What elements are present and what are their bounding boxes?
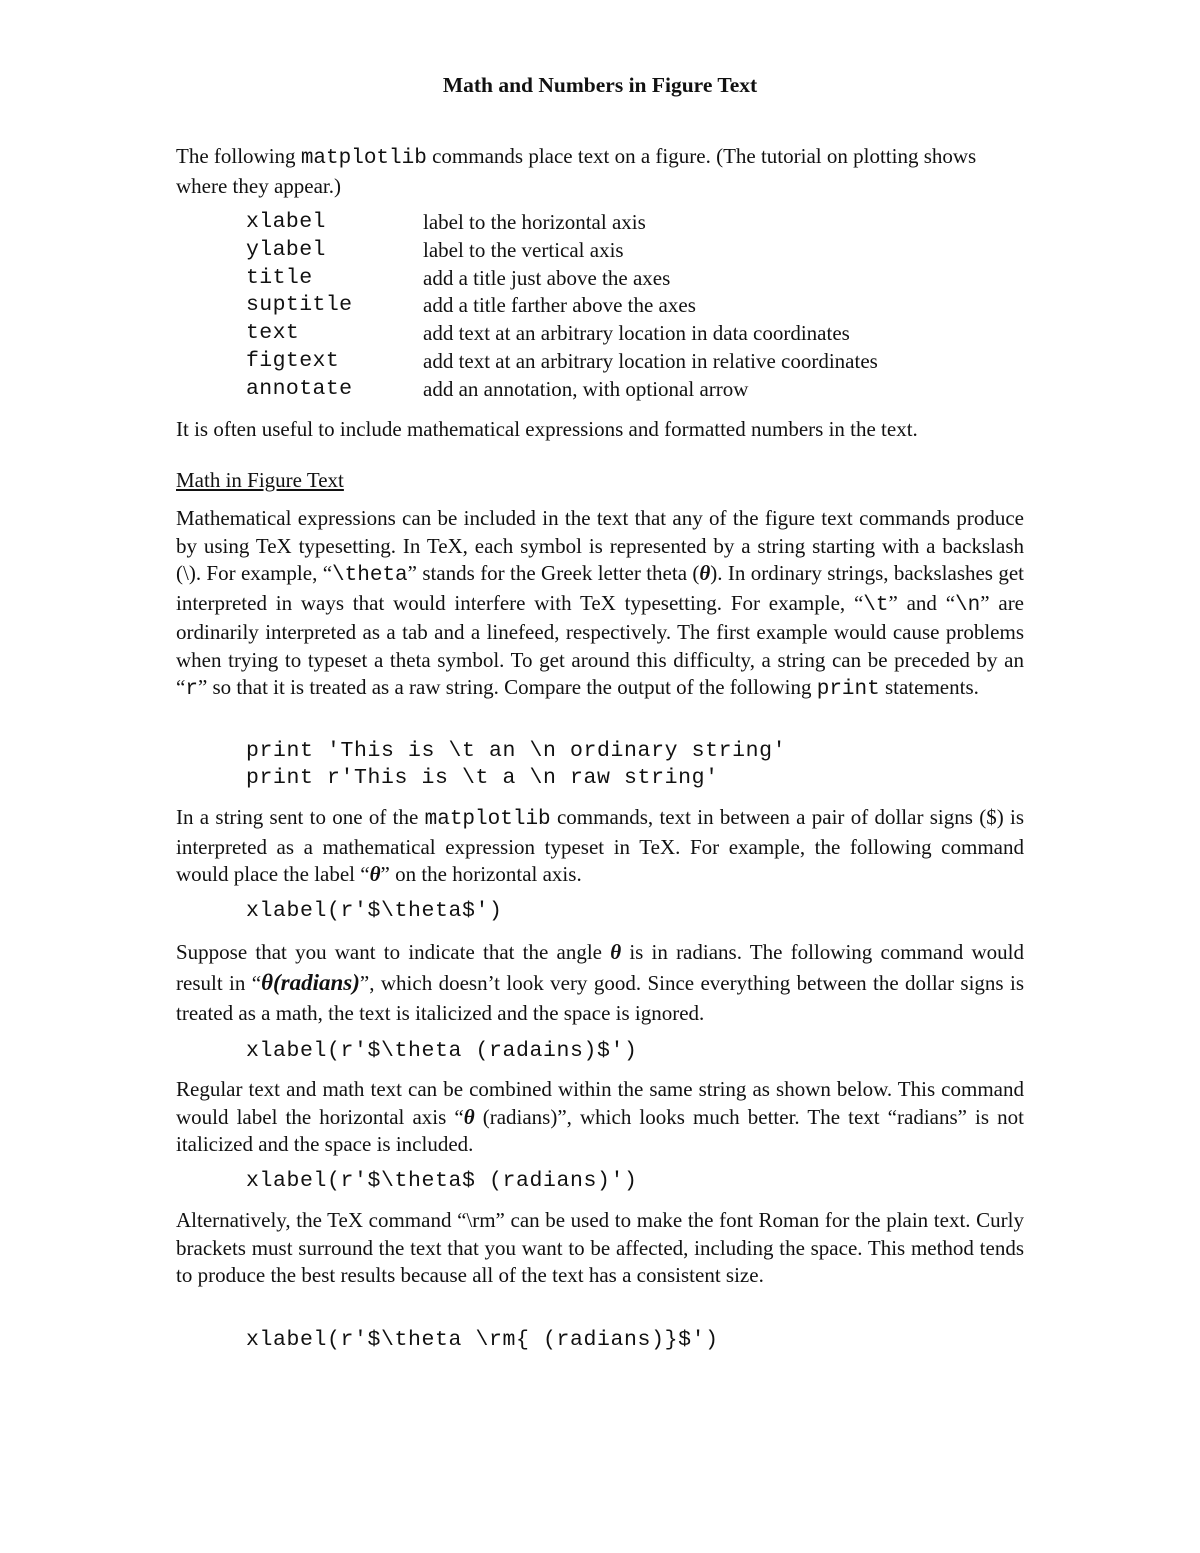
matplotlib-code: matplotlib xyxy=(424,808,551,831)
useful-paragraph: It is often useful to include mathematical expressions and formatted numbers in the text. xyxy=(176,417,918,441)
command-name: suptitle xyxy=(246,293,353,318)
p3-text: Suppose that you want to indicate that the angle xyxy=(176,940,611,964)
p2-text: commands, text in between a pair of dollar signs ($) is interpreted as a mathematical expression typeset in TeX. For example, the following command would place the label “ xyxy=(176,805,1025,886)
raw-prefix-code: r xyxy=(185,678,198,701)
command-name: title xyxy=(246,265,313,290)
command-description: add a title farther above the axes xyxy=(423,293,696,318)
p1-text: ” so that it is treated as a raw string. Compare the output of the following xyxy=(197,675,817,699)
intro-code-matplotlib: matplotlib xyxy=(300,147,427,170)
p2-text: ” on the horizontal axis. xyxy=(380,862,582,886)
command-description: label to the vertical axis xyxy=(423,237,624,262)
p1-text: Mathematical expressions can be included in the text that any of the figure text commands produce by using TeX typesetting. In TeX, each symbol is represented by a string starting with a backslash (\). For example, “ xyxy=(176,506,1024,585)
p1-text: statements. xyxy=(879,675,979,699)
command-description: add text at an arbitrary location in relative coordinates xyxy=(423,348,878,373)
intro-paragraph xyxy=(176,143,1024,200)
command-table xyxy=(246,209,878,404)
p1-text: ). In ordinary strings, backslashes get interpreted in ways that would interfere with TeX typesetting. For example, “ xyxy=(176,561,1024,615)
theta-radians-math: θ(radians) xyxy=(261,969,360,995)
command-description: add text at an arbitrary location in data coordinates xyxy=(423,321,850,346)
command-row xyxy=(246,237,878,265)
p4-text: (radians)”, which looks much better. The text “radians” is not italicized and the space is included. xyxy=(176,1104,1024,1156)
command-row xyxy=(246,265,878,293)
command-name: text xyxy=(246,321,300,346)
command-row xyxy=(246,320,878,348)
p4-text: Regular text and math text can be combined within the same string as shown below. This command would label the horizontal axis “ xyxy=(176,1077,1024,1129)
section-heading: Math in Figure Text xyxy=(176,468,344,492)
p2-text: In a string sent to one of the xyxy=(176,805,425,829)
command-row xyxy=(246,209,878,237)
command-description: label to the horizontal axis xyxy=(423,210,646,234)
command-row xyxy=(246,376,878,404)
radians-problem-paragraph xyxy=(176,937,1024,1029)
print-code: print xyxy=(816,678,880,701)
dollar-signs-paragraph xyxy=(176,804,1024,889)
code-example-xlabel-combined: xlabel(r'$\theta$ (radians)') xyxy=(246,1169,638,1193)
p1-text: ” stands for the Greek letter theta ( xyxy=(407,561,700,585)
command-description: add a title just above the axes xyxy=(423,265,671,290)
theta-symbol: θ xyxy=(699,561,711,585)
page-title: Math and Numbers in Figure Text xyxy=(442,73,758,97)
command-row xyxy=(246,292,878,320)
p3-text: is in radians. The following command would result in “ xyxy=(176,940,1025,995)
command-name: annotate xyxy=(246,376,353,401)
theta-symbol: θ xyxy=(463,1104,475,1129)
intro-text-before: The following xyxy=(176,144,301,168)
tex-explanation-paragraph xyxy=(176,505,1024,704)
code-example-xlabel-radains: xlabel(r'$\theta (radains)$') xyxy=(246,1039,638,1063)
newline-code: \n xyxy=(955,593,981,617)
code-example-ordinary-string: print 'This is \t an \n ordinary string' xyxy=(246,739,787,763)
intro-text-after: commands place text on a figure. (The tutorial on plotting shows where they appear.) xyxy=(176,144,977,198)
code-example-raw-string: print r'This is \t a \n raw string' xyxy=(246,766,719,790)
theta-symbol: θ xyxy=(369,862,381,886)
command-row xyxy=(246,348,878,376)
combined-text-paragraph xyxy=(176,1076,1024,1159)
theta-code: \theta xyxy=(332,564,408,587)
command-name: ylabel xyxy=(246,237,326,262)
tab-code: \t xyxy=(863,593,889,617)
p1-text: ” are ordinarily interpreted as a tab and a linefeed, respectively. The first example would cause problems when trying to typeset a theta symbol. To get around this difficulty, a string can be preceded by an “ xyxy=(176,590,1025,699)
command-name: xlabel xyxy=(246,210,326,234)
code-example-xlabel-theta: xlabel(r'$\theta$') xyxy=(246,899,503,923)
command-name: figtext xyxy=(246,348,340,373)
p3-text: ”, which doesn’t look very good. Since everything between the dollar signs is treated as a math, the text is italicized and the space is ignored. xyxy=(176,970,1024,1025)
p1-text: ” and “ xyxy=(888,590,956,615)
rm-command-paragraph: Alternatively, the TeX command “\rm” can be used to make the font Roman for the plain text. Curly brackets must surround the text that you want to be affected, including the space. This method tends to produce the best results because all of the text has a consistent size. xyxy=(176,1208,1024,1287)
theta-symbol: θ xyxy=(610,940,622,964)
code-example-xlabel-rm: xlabel(r'$\theta \rm{ (radians)}$') xyxy=(246,1328,719,1352)
command-description: add an annotation, with optional arrow xyxy=(423,376,749,401)
